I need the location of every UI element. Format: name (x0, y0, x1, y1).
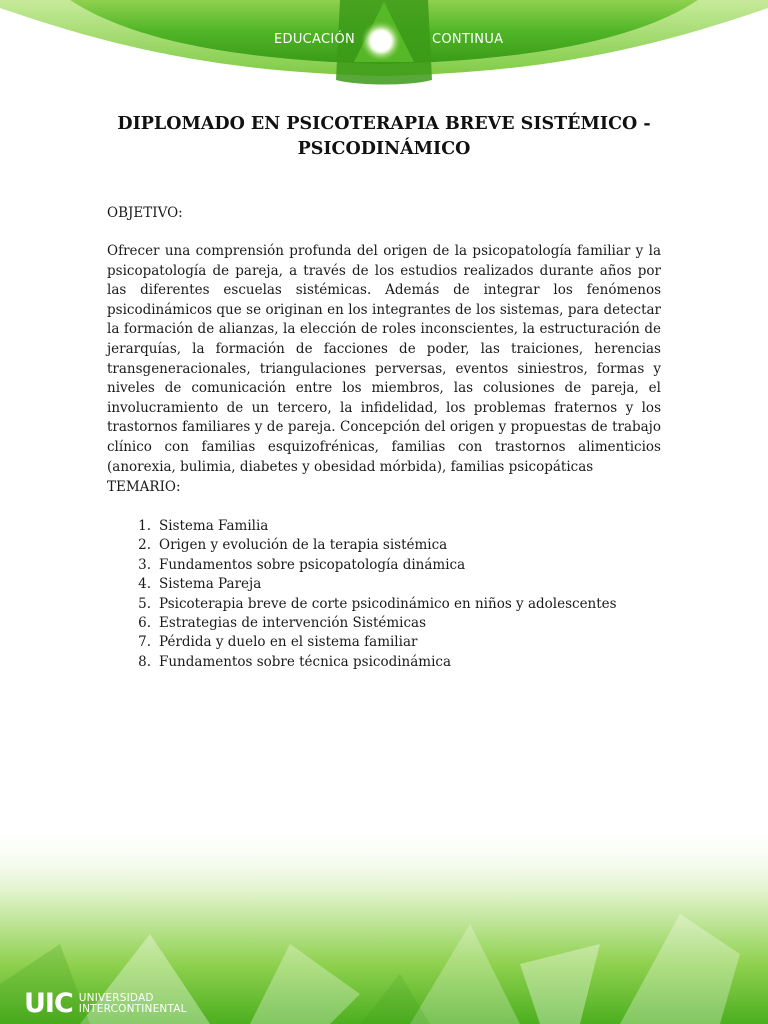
temario-list (107, 517, 667, 672)
list-item (107, 653, 667, 672)
logo-line-2: INTERCONTINENTAL (78, 1003, 187, 1015)
list-item (107, 633, 667, 652)
list-item-text: Pérdida y duelo en el sistema familiar (159, 634, 418, 651)
temario-heading: TEMARIO: (107, 479, 181, 495)
document-title (60, 112, 708, 162)
header-left-label: EDUCACIÓN (274, 32, 356, 47)
list-item (107, 575, 667, 594)
list-item-number: 3. (138, 556, 151, 573)
header-banner (0, 0, 768, 90)
list-item (107, 556, 667, 575)
header-background (0, 0, 768, 90)
list-item (107, 595, 667, 614)
list-item-text: Psicoterapia breve de corte psicodinámico en niños y adolescentes (159, 595, 617, 612)
list-item-number: 2. (138, 537, 151, 554)
header-right-label: CONTINUA (432, 32, 504, 47)
list-item-number: 4. (138, 576, 151, 593)
list-item (107, 614, 667, 633)
list-item-text: Sistema Familia (159, 518, 269, 534)
list-item-text: Sistema Pareja (159, 576, 262, 593)
objetivo-paragraph: Ofrecer una comprensión profunda del origen de la psicopatología familiar y la psicopatología de pareja, a través de los estudios realizados durante años por las diferentes escuelas sistémicas. Además de integrar los fenómenos psicodinámicos que se originan en los integrantes de los sistemas, para detectar la formación de alianzas, la elección de roles inconscientes, la estructuración de jerarquías, la formación de facciones de poder, las traiciones, herencias transgeneracionales, triangulaciones perversas, eventos siniestros, formas y niveles de comunicación entre los miembros, las colusiones de pareja, el involucramiento de un tercero, la infidelidad, los problemas fraternos y los trastornos familiares y de pareja. Concepción del origen y propuestas de trabajo clínico con familias esquizofrénicas, familias con trastornos alimenticios (anorexia, bulimia, diabetes y obesidad mórbida), familias psicopáticas (107, 243, 661, 475)
list-item-number: 7. (138, 634, 151, 651)
list-item-text: Fundamentos sobre técnica psicodinámica (159, 653, 452, 670)
objetivo-heading: OBJETIVO: (107, 205, 183, 221)
list-item-number: 5. (138, 595, 151, 612)
list-item-text: Fundamentos sobre psicopatología dinámica (159, 556, 466, 573)
list-item-number: 1. (138, 518, 151, 534)
logo-mark: UIC (24, 988, 73, 1019)
list-item-number: 6. (138, 615, 151, 632)
list-item (107, 536, 667, 555)
uic-logo (24, 990, 187, 1018)
list-item-number: 8. (138, 653, 151, 670)
list-item (107, 517, 667, 536)
logo-text (79, 993, 187, 1015)
list-item-text: Origen y evolución de la terapia sistémica (159, 537, 448, 554)
list-item-text: Estrategias de intervención Sistémicas (159, 615, 427, 632)
title-line-1: DIPLOMADO EN PSICOTERAPIA BREVE SISTÉMICO - (117, 114, 651, 134)
logo-line-1: UNIVERSIDAD (78, 992, 154, 1004)
title-line-2: PSICODINÁMICO (297, 139, 471, 159)
